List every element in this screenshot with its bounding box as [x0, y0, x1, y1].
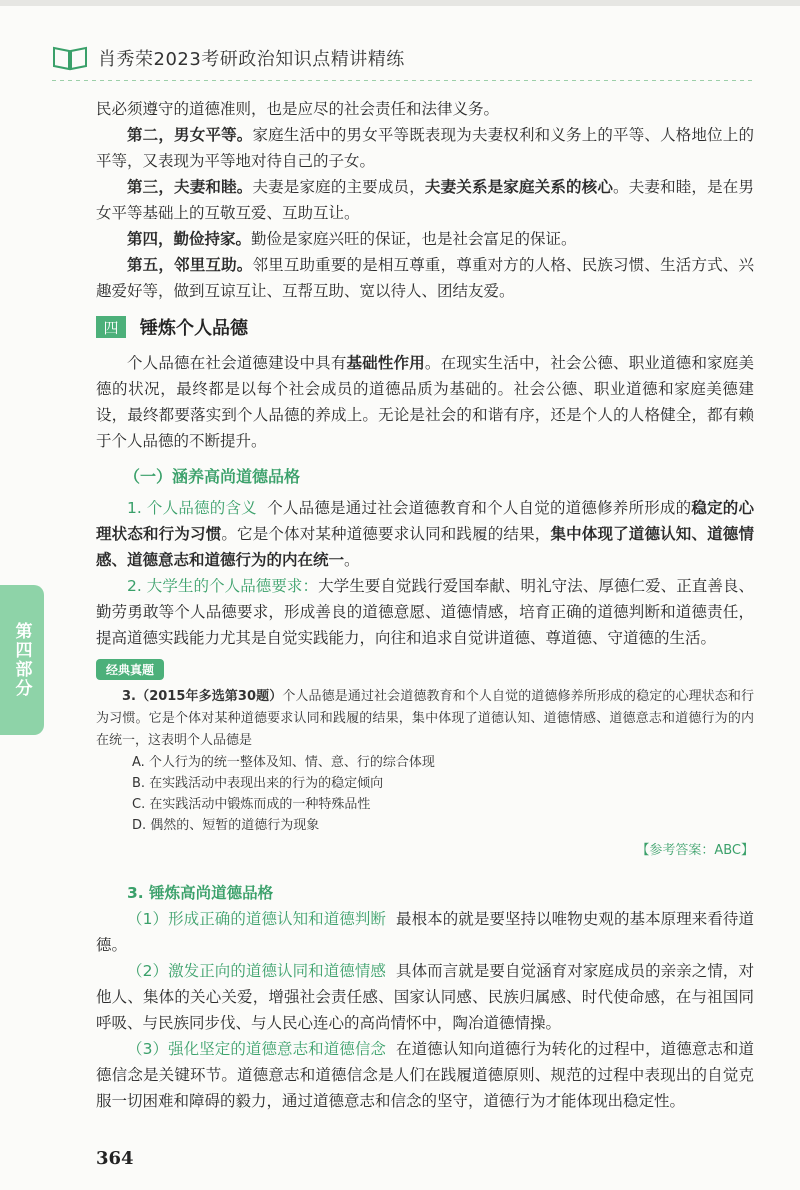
definition-text: 。	[344, 551, 360, 569]
exam-question	[96, 686, 754, 752]
part-label: 第四部分	[11, 622, 32, 698]
definition-text: 。它是个体对某种道德要求认同和践履的结果，	[221, 525, 551, 543]
item-bold-text: 夫妻关系是家庭关系的核心	[424, 177, 614, 196]
point-text: 在道德认知向道德行为转化的过程中，道德意志和道德信念是关键环节。道德意志和道德信念是人们在践履道德原则、规范的过程中表现出的自觉克服一切困难和障碍的毅力，通过道德意志和信念的坚守，道德行为才能体现出稳定性。	[96, 1040, 754, 1110]
subsection-title: 3. 锤炼高尚道德品格	[127, 884, 274, 902]
option-b: B. 在实践活动中表现出来的行为的稳定倾向	[132, 776, 384, 791]
open-book-icon	[52, 45, 88, 71]
definition-bold: 集中体现了道德认知、道德情感、道德意志和道德行为的内在统一	[96, 524, 754, 569]
point-1	[96, 906, 754, 958]
question-number: 3.	[122, 689, 136, 704]
option-a: A. 个人行为的统一整体及知、情、意、行的综合体现	[132, 755, 435, 770]
item-text: 夫妻是家庭的主要成员，	[252, 178, 425, 196]
requirement-text: 大学生要自觉践行爱国奉献、明礼守法、厚德仁爱、正直善良、勤劳勇敢等个人品德要求，形成善良的道德意愿、道德情感，培育正确的道德判断和道德责任，提高道德实践能力尤其是自觉实践能力，向往和追求自觉讲道德、尊道德、守道德的生活。	[96, 577, 754, 647]
requirement-label: 2. 大学生的个人品德要求：	[127, 577, 319, 595]
header-divider	[52, 80, 752, 81]
page-content	[96, 96, 754, 1114]
section-intro	[96, 350, 754, 454]
definition-text: 个人品德是通过社会道德教育和个人自觉的道德修养所形成的	[267, 499, 692, 517]
question-text: 个人品德是通过社会道德教育和个人自觉的道德修养所形成的稳定的心理状态和行为习惯。它是个体对某种道德要求认同和践履的结果，集中体现了道德认知、道德情感、道德意志和道德行为的内在统一，这表明个人品德是	[96, 689, 754, 748]
item-thrift	[96, 226, 754, 252]
item-harmony	[96, 174, 754, 226]
point-label: （3）强化坚定的道德意志和道德信念	[127, 1040, 387, 1058]
paragraph-continued: 民必须遵守的道德准则，也是应尽的社会责任和法律义务。	[96, 100, 500, 118]
item-text: 家庭生活中的男女平等既表现为夫妻权利和义务上的平等、人格地位上的平等，又表现为平等地对待自己的子女。	[96, 126, 754, 170]
item-neighbor	[96, 252, 754, 304]
header-title: 肖秀荣2023考研政治知识点精讲精练	[98, 49, 405, 70]
item-label: 第二，男女平等。	[127, 125, 253, 144]
page-number: 364	[96, 1148, 134, 1169]
item-equality	[96, 122, 754, 174]
point-label: （1）形成正确的道德认知和道德判断	[127, 910, 387, 928]
item-label: 第三，夫妻和睦。	[127, 177, 253, 196]
requirement-paragraph	[96, 573, 754, 651]
point-label: （2）激发正向的道德认同和道德情感	[127, 962, 387, 980]
section-heading	[96, 314, 754, 340]
item-text: 。夫妻和睦，是在男女平等基础上的互敬互爱、互助互让。	[96, 178, 754, 222]
part-side-tab	[0, 585, 44, 735]
question-source: （2015年多选第30题）	[135, 689, 283, 704]
classic-exam-badge: 经典真题	[96, 659, 164, 680]
definition-paragraph	[96, 495, 754, 573]
intro-bold: 基础性作用	[346, 353, 425, 372]
option-c: C. 在实践活动中锻炼而成的一种特殊品性	[132, 797, 371, 812]
exam-question-block	[96, 686, 754, 862]
item-label: 第五，邻里互助。	[127, 255, 253, 274]
definition-bold: 稳定的心理状态和行为习惯	[96, 498, 754, 543]
reference-answer: 【参考答案：ABC】	[636, 843, 754, 858]
section-title: 锤炼个人品德	[140, 318, 248, 339]
item-label: 第四，勤俭持家。	[127, 229, 252, 248]
intro-text: 个人品德在社会道德建设中具有	[127, 354, 347, 372]
subsection-heading-3	[96, 880, 754, 906]
point-2	[96, 958, 754, 1036]
item-text: 勤俭是家庭兴旺的保证，也是社会富足的保证。	[251, 230, 577, 248]
point-3	[96, 1036, 754, 1114]
subsection-heading: （一）涵养高尚道德品格	[124, 467, 301, 486]
option-d: D. 偶然的、短暂的道德行为现象	[132, 818, 320, 833]
item-text: 邻里互助重要的是相互尊重，尊重对方的人格、民族习惯、生活方式、兴趣爱好等，做到互谅互让、互帮互助、宽以待人、团结友爱。	[96, 256, 754, 300]
top-edge-band	[0, 0, 800, 6]
page-header	[52, 40, 752, 76]
section-number: 四	[96, 316, 126, 338]
definition-label: 1. 个人品德的含义	[127, 499, 257, 517]
point-text: 具体而言就是要自觉涵育对家庭成员的亲亲之情，对他人、集体的关心关爱，增强社会责任感、国家认同感、民族归属感、时代使命感，在与祖国同呼吸、与民族同步伐、与人民心连心的高尚情怀中，陶冶道德情操。	[96, 962, 754, 1032]
intro-text: 。在现实生活中，社会公德、职业道德和家庭美德的状况，最终都是以每个社会成员的道德品质为基础的。社会公德、职业道德和家庭美德建设，最终都要落实到个人品德的养成上。无论是社会的和谐有序，还是个人的人格健全，都有赖于个人品德的不断提升。	[96, 354, 754, 450]
point-text: 最根本的就是要坚持以唯物史观的基本原理来看待道德。	[96, 910, 754, 954]
